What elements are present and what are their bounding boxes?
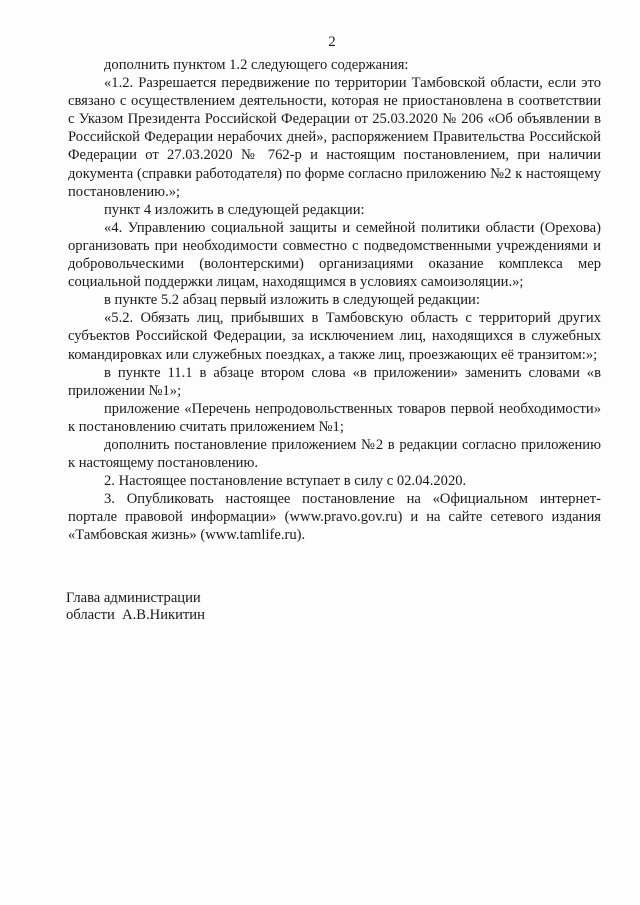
page-number: 2 <box>328 34 336 50</box>
paragraph-appendix-2: дополнить постановление приложением №2 в редакции согласно приложению к настоящему постановлению. <box>68 436 601 472</box>
paragraph-clause-11-1: в пункте 11.1 в абзаце втором слова «в приложении» заменить словами «в приложении №1»; <box>68 364 601 399</box>
document-body <box>68 56 601 545</box>
paragraph-clause-4-text: «4. Управлению социальной защиты и семейной политики области (Орехова) организовать при необходимости совместно с подведомственными учреждениями и добровольческими (волонтерскими) организациями оказание комплекса мер социальной поддержки лицам, находящимся в условиях самоизоляции.»; <box>68 219 601 291</box>
signature-name: области А.В.Никитин <box>66 607 205 623</box>
paragraph-publication: 3. Опубликовать настоящее постановление на «Официальном интернет-портале правовой информации» (www.pravo.gov.ru) и на сайте сетевого издания «Тамбовская жизнь» (www.tamlife.ru). <box>68 491 601 544</box>
paragraph-clause-4-intro: пункт 4 изложить в следующей редакции: <box>104 201 365 218</box>
paragraph-add-clause-1-2: дополнить пунктом 1.2 следующего содержания: <box>104 57 409 73</box>
paragraph-clause-5-2-text: «5.2. Обязать лиц, прибывших в Тамбовскую область с территорий других субъектов Российской Федерации, за исключением лиц, находящихся в служебных командировках или служебных поездках, а также лиц, проезжающих её транзитом:»; <box>68 310 601 363</box>
paragraph-appendix-1: приложение «Перечень непродовольственных товаров первой необходимости» к постановлению считать приложением №1; <box>68 400 601 435</box>
paragraph-effective-date: 2. Настоящее постановление вступает в силу с 02.04.2020. <box>104 473 467 490</box>
paragraph-clause-1-2-text: «1.2. Разрешается передвижение по территории Тамбовской области, если это связано с осуществлением деятельности, которая не приостановлена в соответствии с Указом Президента Российской Федерации от 25.03.2020 № 206 «Об объявлении в Российской Федерации нерабочих дней», распоряжением Правительства Российской Федерации от 27.03.2020 № 762-р и настоящим постановлением, при наличии документа (справки работодателя) по форме согласно приложению №2 к настоящему постановлению.»; <box>68 75 601 200</box>
paragraph-clause-5-2-intro: в пункте 5.2 абзац первый изложить в следующей редакции: <box>104 292 480 309</box>
signature-title: Глава администрации <box>66 590 201 606</box>
signature-block <box>66 590 205 624</box>
